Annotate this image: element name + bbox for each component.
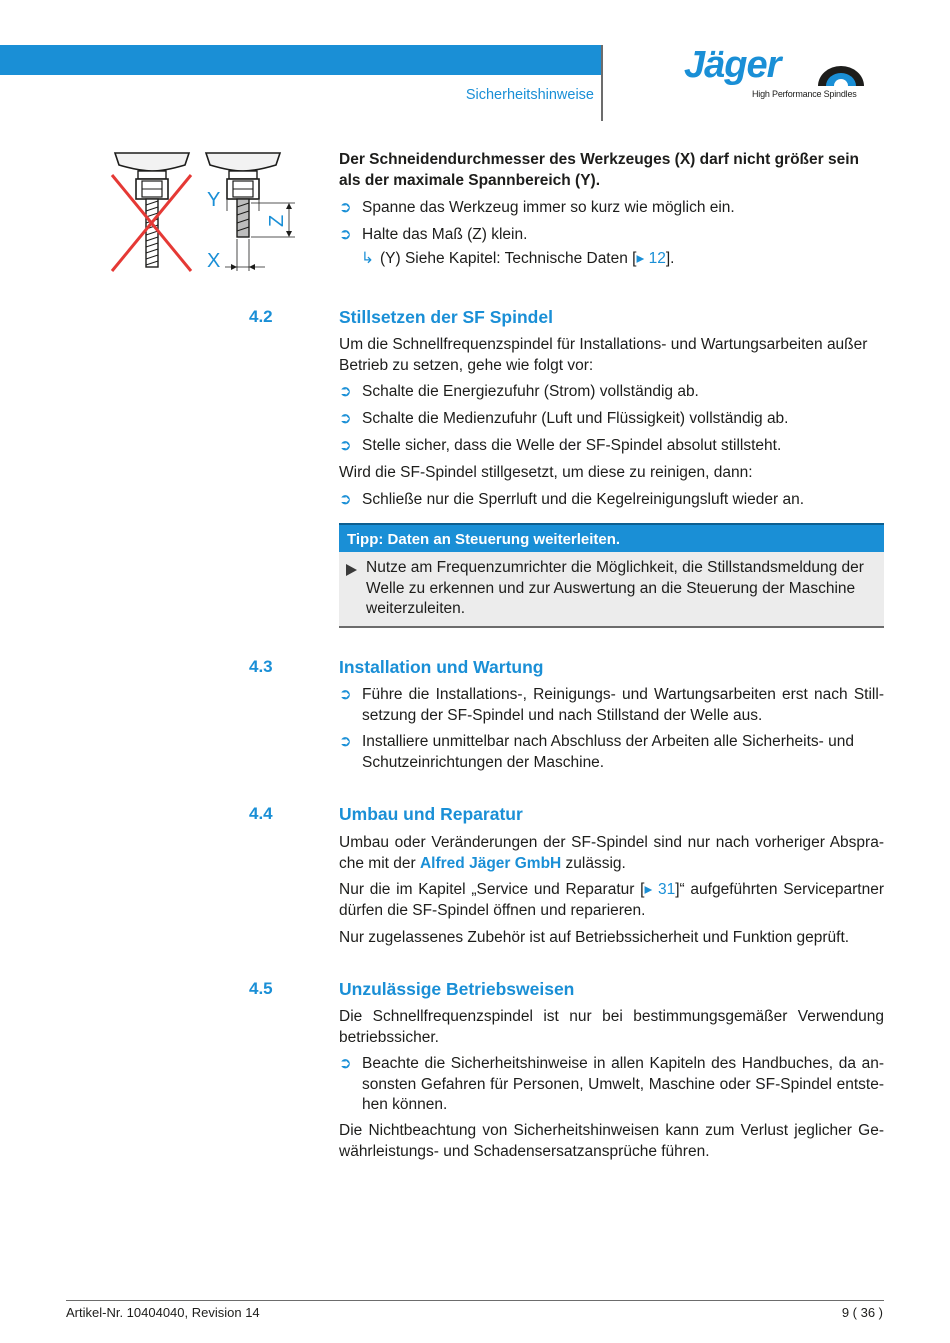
paragraph: Wird die SF-Spindel stillgesetzt, um diese zu reinigen, dann: xyxy=(339,464,753,481)
list-item-text: Schalte die Medienzufuhr (Luft und Flüssigkeit) vollständig ab. xyxy=(362,410,789,427)
arrow-right-icon: ➲ xyxy=(339,410,352,427)
page-ref[interactable]: 12 xyxy=(648,250,666,267)
arrow-right-icon: ➲ xyxy=(339,491,352,508)
list-item-text: Beachte die Sicherheitshinweise in allen Kapiteln des Handbuches, da ansonsten Gefahren für Personen, Umwelt, Maschine oder SF-Spindel entstehen können. xyxy=(362,1055,884,1113)
arrow-right-icon: ➲ xyxy=(339,1055,352,1072)
result-suffix: ]. xyxy=(665,250,675,267)
paragraph-text: ]“ aufgeführten Servicepartner dürfen die SF-Spindel öffnen und reparieren. xyxy=(339,881,885,919)
list-item xyxy=(339,732,884,773)
arrow-right-icon: ➲ xyxy=(339,437,352,454)
result-reference xyxy=(361,249,674,270)
company-name: Alfred Jäger GmbH xyxy=(419,854,562,872)
paragraph: Die Nichtbeachtung von Sicherheitshinweisen kann zum Verlust jeglicher Gewährleistungs- und Schadensersatzansprüche führen. xyxy=(339,1122,884,1160)
section-number: 4.5 xyxy=(249,979,273,998)
list-item xyxy=(339,382,884,403)
paragraph xyxy=(339,880,884,921)
list-item xyxy=(339,1054,884,1116)
section-number: 4.4 xyxy=(249,804,273,823)
logo-wordmark: Jäger xyxy=(684,44,781,86)
section-title: Unzulässige Betriebsweisen xyxy=(339,979,575,999)
list-item-text: Spanne das Werkzeug immer so kurz wie möglich ein. xyxy=(362,199,735,216)
section-title: Stillsetzen der SF Spindel xyxy=(339,307,553,327)
list-item-text: Schließe nur die Sperrluft und die Kegelreinigungsluft wieder an. xyxy=(362,491,805,508)
tool-clamping-figure xyxy=(105,145,305,277)
paragraph xyxy=(339,833,884,874)
tip-title: Tipp: Daten an Steuerung weiterleiten. xyxy=(339,523,884,552)
arrow-right-icon: ➲ xyxy=(339,383,352,400)
section-title: Installation und Wartung xyxy=(339,657,544,677)
company-logo xyxy=(682,44,872,106)
page-ref[interactable]: 31 xyxy=(657,881,676,898)
list-item-text: Installiere unmittelbar nach Abschluss der Arbeiten alle Sicherheits- und Schutzeinrichtungen der Maschine. xyxy=(362,733,854,771)
footer-divider xyxy=(66,1300,884,1301)
clamping-warning: Der Schneidendurchmesser des Werkzeuges (X) darf nicht größer sein als der maximale Spannbereich (Y). xyxy=(339,151,859,189)
arrow-right-icon: ➲ xyxy=(339,686,352,703)
section-number: 4.2 xyxy=(249,307,273,326)
arrow-right-icon: ➲ xyxy=(339,226,352,243)
result-arrow-icon: ↳ xyxy=(361,250,374,267)
tip-text: Nutze am Frequenzumrichter die Möglichkeit, die Stillstandsmeldung der Welle zu erkennen und zur Auswertung an die Steuerung der Maschine weiterzuleiten. xyxy=(366,559,864,617)
list-item xyxy=(339,685,884,726)
triangle-right-icon xyxy=(346,564,357,576)
paragraph: Nur zugelassenes Zubehör ist auf Betriebssicherheit und Funktion geprüft. xyxy=(339,929,850,946)
list-item xyxy=(339,409,884,430)
section-title: Umbau und Reparatur xyxy=(339,804,523,824)
header-divider xyxy=(601,45,603,121)
paragraph: Um die Schnellfrequenzspindel für Installations- und Wartungsarbeiten außer Betrieb zu setzen, gehe wie folgt vor: xyxy=(339,336,868,374)
arrow-right-icon: ➲ xyxy=(339,199,352,216)
header-chapter-title: Sicherheitshinweise xyxy=(465,87,594,103)
header-bar xyxy=(0,45,602,75)
list-item-text: Stelle sicher, dass die Welle der SF-Spindel absolut stillsteht. xyxy=(362,437,782,454)
list-item xyxy=(339,225,884,246)
paragraph: Die Schnellfrequenzspindel ist nur bei bestimmungsgemäßer Verwendung betriebssicher. xyxy=(339,1008,884,1046)
article-number: Artikel-Nr. 10404040, Revision 14 xyxy=(66,1305,260,1320)
page-link-12[interactable]: ▸ 12 xyxy=(636,250,666,267)
tip-body xyxy=(339,552,884,620)
tip-box xyxy=(339,523,884,628)
page-number: 9 ( 36 ) xyxy=(841,1305,883,1320)
list-item xyxy=(339,198,884,219)
list-item xyxy=(339,490,884,511)
logo-spindle-icon xyxy=(816,64,866,88)
list-item xyxy=(339,436,884,457)
paragraph-text: Umbau oder Veränderungen der SF-Spindel sind nur nach vorheriger Absprache mit der xyxy=(339,834,884,872)
list-item-text: Führe die Installations-, Reinigungs- und Wartungsarbeiten erst nach Stillsetzung der SF-Spindel und nach Stillstand der Welle aus. xyxy=(362,686,884,724)
result-text: (Y) Siehe Kapitel: Technische Daten [ xyxy=(380,250,637,267)
figure-label-x: X xyxy=(207,250,221,272)
figure-label-z: Z xyxy=(266,214,288,227)
tool-clamping-illustration xyxy=(105,145,305,277)
figure-label-y: Y xyxy=(207,189,221,211)
list-item-text: Schalte die Energiezufuhr (Strom) vollständig ab. xyxy=(362,383,699,400)
page-link-31[interactable]: ▸ 31 xyxy=(644,881,676,898)
paragraph-text: Nur die im Kapitel „Service und Reparatur [ xyxy=(339,881,645,898)
section-number: 4.3 xyxy=(249,657,273,676)
paragraph-text: zulässig. xyxy=(561,854,626,872)
arrow-right-icon: ➲ xyxy=(339,733,352,750)
list-item-text: Halte das Maß (Z) klein. xyxy=(362,226,528,243)
logo-tagline: High Performance Spindles xyxy=(752,89,857,99)
